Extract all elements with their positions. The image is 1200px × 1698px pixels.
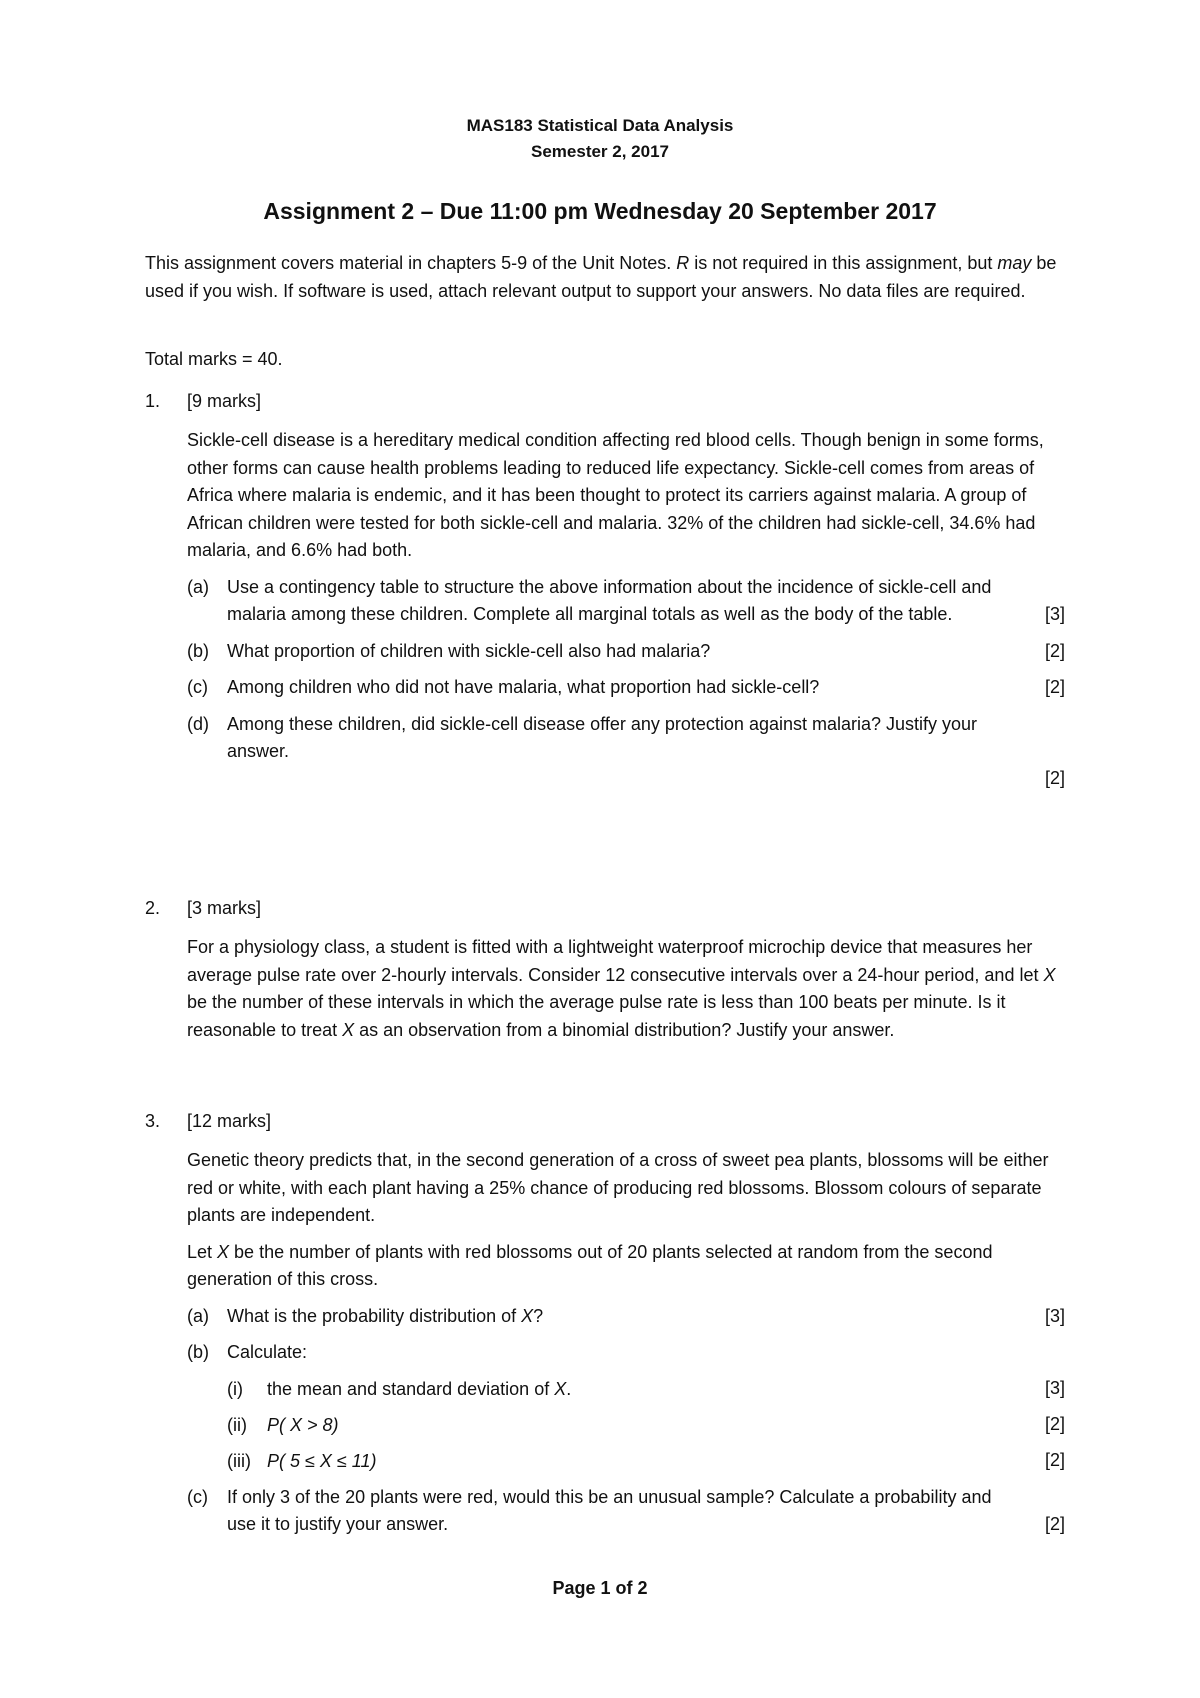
part-label: (b): [187, 1342, 209, 1362]
question-text: Let X be the number of plants with red blossoms out of 20 plants selected at random from the second generation of this cross.: [187, 1241, 993, 1289]
question-marks: [3 marks]: [187, 898, 262, 918]
question-part-a: [145, 574, 1065, 629]
subpart-label: (i): [227, 1378, 243, 1399]
question-part-a: (a) What is the probability distribution of X? [3]: [145, 1303, 1065, 1331]
part-marks: [2]: [1044, 768, 1065, 788]
part-marks: [2]: [1044, 1414, 1065, 1434]
part-text: What proportion of children with sickle-cell also had malaria?: [227, 640, 711, 661]
part-text: Among these children, did sickle-cell disease offer any protection against malaria? Justify your answer.: [227, 713, 978, 761]
intro-may-word: may: [997, 253, 1032, 273]
part-label: (c): [187, 1486, 208, 1507]
part-label: (a): [187, 576, 209, 597]
question-part-c: [145, 674, 1065, 702]
part-label: (b): [187, 640, 209, 661]
question-part-c: [145, 1484, 1065, 1539]
variable-x: X: [1043, 964, 1056, 985]
semester-label: Semester 2, 2017: [531, 142, 669, 161]
assignment-title: Assignment 2 – Due 11:00 pm Wednesday 20 September 2017: [263, 198, 937, 224]
variable-x: X: [342, 1019, 355, 1040]
question-part-b: [145, 1339, 1065, 1367]
question-1: [145, 388, 1065, 793]
question-header: [145, 388, 1065, 415]
intro-r-word: R: [676, 253, 690, 273]
question-marks: [12 marks]: [187, 1111, 272, 1131]
part-text: Use a contingency table to structure the above information about the incidence of sickle-cell and malaria among these children. Complete all marginal totals as well as the body of the table.: [227, 576, 992, 624]
probability-expression: P( 5 ≤ X ≤ 11): [267, 1450, 377, 1471]
part-marks: [2]: [1044, 1450, 1065, 1470]
question-header: [145, 1108, 1065, 1135]
question-part-d: [145, 711, 1065, 793]
intro-text: be used if you wish. If software is used, attach relevant output to support your answers. No data files are required.: [145, 253, 1057, 301]
variable-x: X: [217, 1241, 230, 1262]
variable-x: X: [554, 1378, 567, 1399]
question-part-b: [145, 638, 1065, 666]
question-text: For a physiology class, a student is fitted with a lightweight waterproof microchip device that measures her average pulse rate over 2-hourly intervals. Consider 12 consecutive intervals over a 24-hour period, and let X be the number of these intervals in which the average pulse rate is less than 100 beats per minute. Is it reasonable to treat X as an observation from a binomial distribution? Justify your answer.: [187, 937, 1056, 1040]
question-3: [145, 1108, 1065, 1539]
subpart-label: (iii): [227, 1450, 251, 1471]
question-subpart-i: (i) the mean and standard deviation of X. [3]: [145, 1376, 1065, 1403]
part-marks: [2]: [1044, 677, 1065, 697]
part-marks: [3]: [1044, 1305, 1065, 1326]
part-marks: [3]: [1044, 1378, 1065, 1398]
question-subpart-ii: [145, 1412, 1065, 1439]
intro-text: is not required in this assignment, but: [689, 253, 998, 273]
question-marks: [9 marks]: [187, 391, 262, 411]
part-label: (c): [187, 677, 208, 697]
part-label: (a): [187, 1305, 209, 1326]
question-2: [145, 895, 1065, 1044]
part-marks: [2]: [1044, 1514, 1065, 1534]
probability-expression: P( X > 8): [267, 1414, 339, 1435]
subpart-text: the mean and standard deviation of: [267, 1378, 555, 1399]
question-number: 1.: [145, 391, 161, 411]
subpart-label: (ii): [227, 1414, 247, 1435]
part-marks: [3]: [1044, 604, 1065, 624]
variable-x: X: [521, 1305, 534, 1326]
part-text: Among children who did not have malaria, what proportion had sickle-cell?: [227, 677, 820, 697]
part-text: If only 3 of the 20 plants were red, would this be an unusual sample? Calculate a probability and use it to justify your answer.: [227, 1486, 992, 1534]
part-label: (d): [187, 713, 209, 734]
question-header: [145, 895, 1065, 922]
question-number: 3.: [145, 1111, 161, 1131]
part-marks: [2]: [1044, 640, 1065, 661]
question-text: Genetic theory predicts that, in the second generation of a cross of sweet pea plants, blossoms will be either red or white, with each plant having a 25% chance of producing red blossoms. Blossom colours of separate plants are independent.: [187, 1150, 1049, 1225]
course-title: MAS183 Statistical Data Analysis: [466, 116, 734, 135]
question-text: Sickle-cell disease is a hereditary medical condition affecting red blood cells. Though benign in some forms, other forms can cause health problems leading to reduced life expectancy. Sickle-cell comes from areas of Africa where malaria is endemic, and it has been thought to protect its carriers against malaria. A group of African children were tested for both sickle-cell and malaria. 32% of the children had sickle-cell, 34.6% had malaria, and 6.6% had both.: [187, 430, 1044, 560]
document-header: [0, 113, 1200, 165]
total-marks: Total marks = 40.: [145, 349, 283, 369]
question-subpart-iii: [145, 1448, 1065, 1475]
question-number: 2.: [145, 898, 161, 918]
part-text: What is the probability distribution of: [227, 1305, 522, 1326]
part-text: Calculate:: [227, 1342, 308, 1362]
intro-paragraph: [145, 250, 1065, 305]
intro-text: This assignment covers material in chapters 5-9 of the Unit Notes.: [145, 253, 677, 273]
page-footer: Page 1 of 2: [552, 1578, 648, 1598]
